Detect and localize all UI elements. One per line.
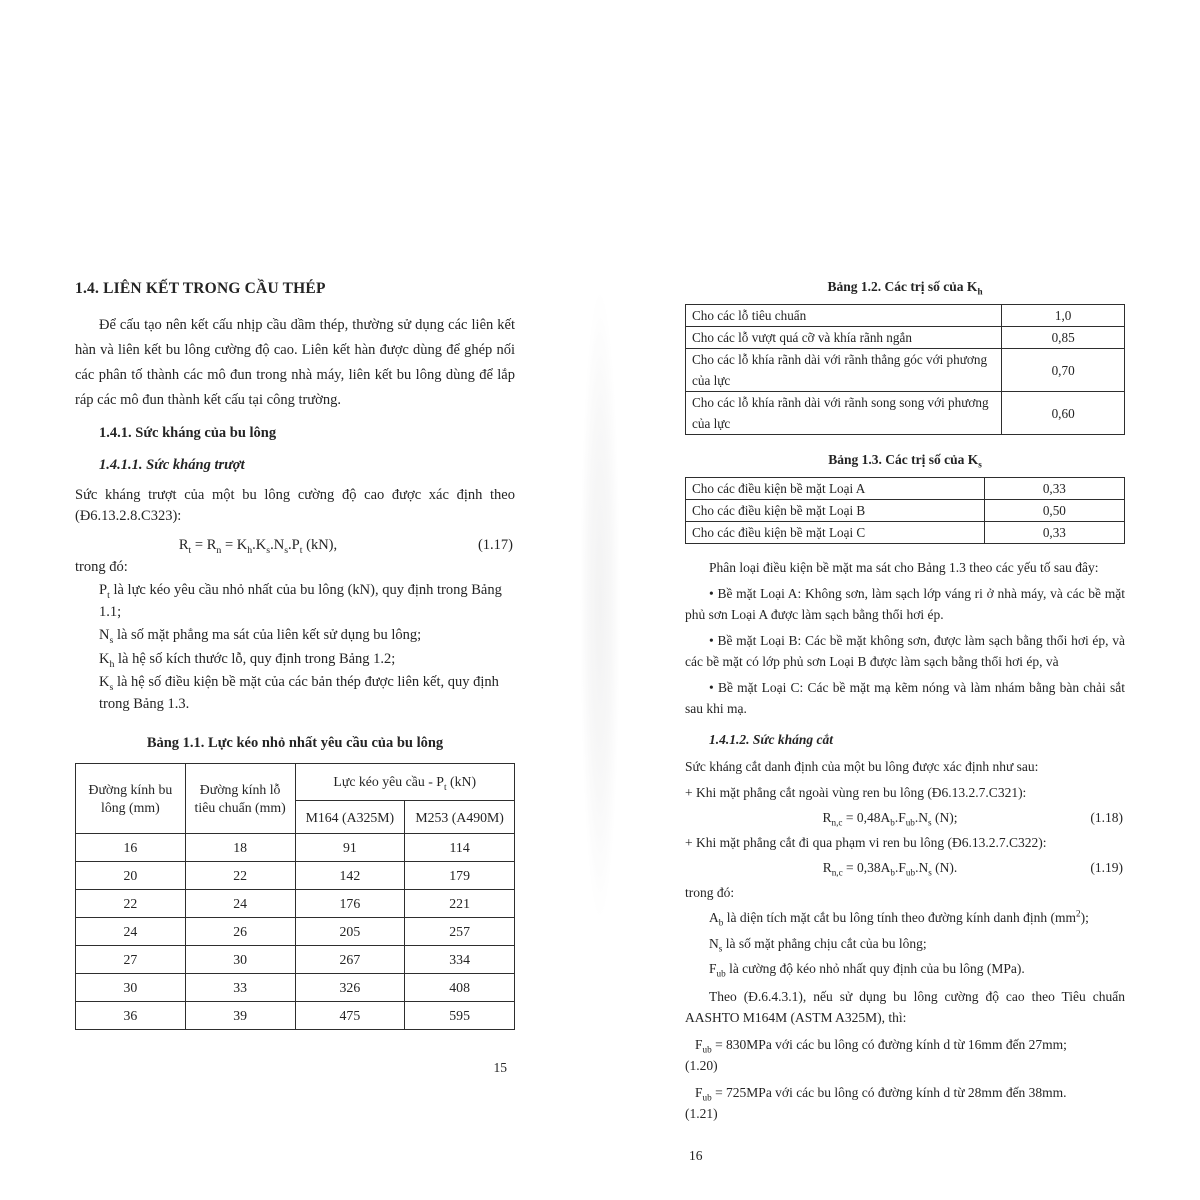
table-cell: 221 bbox=[405, 890, 515, 918]
table-row bbox=[686, 327, 1125, 349]
formula-119 bbox=[685, 857, 1125, 878]
table-cell: 30 bbox=[185, 946, 295, 974]
table-cell: 20 bbox=[76, 862, 186, 890]
intro-paragraph: Để cấu tạo nên kết cấu nhịp cầu dầm thép, thường sử dụng các liên kết hàn và liên kết bu lông cường độ cao. Liên kết hàn được dùng để ghép nối các phân tố thành các mô đun trong nhà máy, liên kết bu lông dùng để lắp ráp các mô đun thành kết cấu tại công trường. bbox=[75, 317, 515, 408]
heading-bolt-resistance: 1.4.1. Sức kháng của bu lông bbox=[99, 425, 277, 441]
table-cell: 0,33 bbox=[984, 478, 1124, 500]
formula-117-expression: $R_t = R_n = K_h.K_s.N_s.P_t$ (kN), bbox=[178, 537, 338, 556]
table-1-3 bbox=[685, 477, 1125, 544]
table-cell: 595 bbox=[405, 1002, 515, 1030]
table-cell: 18 bbox=[185, 834, 295, 862]
table-row bbox=[76, 974, 515, 1002]
where-item-fub: $F_{ub}$ là cường độ kéo nhỏ nhất quy định của bu lông (MPa). bbox=[709, 961, 1025, 979]
surface-type-b-bullet: • Bề mặt Loại B: Các bề mặt không sơn, được làm sạch bằng thổi hơi ép, và các bề mặt có lớp phủ sơn Loại B được làm sạch bằng thổi hơi ép, và bbox=[685, 633, 1125, 669]
where-item-pt: $P_t$ là lực kéo yêu cầu nhỏ nhất của bu lông (kN), quy định trong Bảng 1.1; bbox=[99, 582, 502, 620]
slip-intro-line1: Sức kháng trượt của một bu lông cường độ cao được xác định theo bbox=[75, 487, 515, 503]
section-title: 1.4. LIÊN KẾT TRONG CẦU THÉP bbox=[75, 280, 326, 297]
table-row bbox=[76, 834, 515, 862]
table-cell: 267 bbox=[295, 946, 405, 974]
table-cell: 30 bbox=[76, 974, 186, 1002]
surface-type-a-bullet: • Bề mặt Loại A: Không sơn, làm sạch lớp váng ri ở nhà máy, và các bề mặt phủ sơn Loại A được làm sạch bằng thổi hơi ép. bbox=[685, 586, 1125, 622]
table-cell: 39 bbox=[185, 1002, 295, 1030]
where-item-ks: $K_s$ là hệ số điều kiện bề mặt của các bản thép được liên kết, quy định trong Bảng 1.3. bbox=[99, 674, 499, 712]
table-row bbox=[76, 862, 515, 890]
column-header-m253: M253 (A490M) bbox=[405, 801, 515, 834]
table-row bbox=[76, 1002, 515, 1030]
column-header-hole-diameter: Đường kính lỗ tiêu chuẩn (mm) bbox=[185, 764, 295, 834]
column-header-bolt-diameter: Đường kính bu lông (mm) bbox=[76, 764, 186, 834]
shear-intro: Sức kháng cắt danh định của một bu lông được xác định như sau: bbox=[685, 759, 1039, 774]
table-cell: 142 bbox=[295, 862, 405, 890]
table-cell: 205 bbox=[295, 918, 405, 946]
slip-intro-line2: (Đ6.13.2.8.C323): bbox=[75, 508, 182, 524]
table-1-2-caption: Bảng 1.2. Các trị số của $K_h$ bbox=[827, 279, 983, 297]
page-number-15: 15 bbox=[493, 1060, 507, 1075]
formula-117 bbox=[75, 535, 515, 556]
column-header-m164: M164 (A325M) bbox=[295, 801, 405, 834]
table-cell: 0,50 bbox=[984, 500, 1124, 522]
fub-equation-120 bbox=[685, 1034, 1125, 1076]
table-cell: 16 bbox=[76, 834, 186, 862]
table-cell: 326 bbox=[295, 974, 405, 1002]
table-cell: 334 bbox=[405, 946, 515, 974]
table-cell: 91 bbox=[295, 834, 405, 862]
table-cell: 22 bbox=[76, 890, 186, 918]
table-row bbox=[76, 890, 515, 918]
where-item-ns: $N_s$ là số mặt phẳng chịu cắt của bu lông; bbox=[709, 935, 927, 954]
where-label: trong đó: bbox=[75, 559, 128, 575]
table-row bbox=[686, 349, 1125, 392]
page-right bbox=[685, 276, 1125, 1166]
table-cell: Cho các lỗ khía rãnh dài với rãnh song song với phương của lực bbox=[686, 392, 1002, 435]
table-cell: 36 bbox=[76, 1002, 186, 1030]
table-cell: 0,85 bbox=[1002, 327, 1125, 349]
where-item-ab: $A_b$ là diện tích mặt cắt bu lông tính theo đường kính danh định $(mm^2)$; bbox=[709, 908, 1089, 928]
table-cell: 408 bbox=[405, 974, 515, 1002]
table-cell: 1,0 bbox=[1002, 305, 1125, 327]
table-row bbox=[76, 918, 515, 946]
table-row bbox=[686, 500, 1125, 522]
table-cell: 24 bbox=[185, 890, 295, 918]
table-row bbox=[76, 764, 515, 801]
equation-number-118: (1.18) bbox=[1090, 810, 1123, 825]
fub-725-expression: $F_{ub} = 725MPa$ với các bu lông có đường kính d từ 28mm đến 38mm. bbox=[695, 1084, 1067, 1103]
table-cell: 0,70 bbox=[1002, 349, 1125, 392]
table-1-3-caption: Bảng 1.3. Các trị số của $K_s$ bbox=[828, 452, 982, 470]
table-1-2 bbox=[685, 304, 1125, 435]
page-gutter-shadow bbox=[572, 165, 628, 1045]
table-row bbox=[686, 478, 1125, 500]
shear-case-1: + Khi mặt phẳng cắt ngoài vùng ren bu lông (Đ6.13.2.7.C321): bbox=[685, 785, 1027, 800]
where-item-ns: $N_s$ là số mặt phẳng ma sát của liên kết sử dụng bu lông; bbox=[99, 627, 422, 646]
page-number-16: 16 bbox=[689, 1147, 703, 1163]
table-cell: Cho các điều kiện bề mặt Loại A bbox=[686, 478, 985, 500]
table-cell: 24 bbox=[76, 918, 186, 946]
table-cell: 257 bbox=[405, 918, 515, 946]
table-cell: 26 bbox=[185, 918, 295, 946]
table-cell: 22 bbox=[185, 862, 295, 890]
formula-118-expression: $R_{n,c} = 0,48A_b.F_{ub}.N_s$ (N); bbox=[822, 810, 958, 828]
where-label: trong đó: bbox=[685, 885, 735, 900]
table-row bbox=[686, 522, 1125, 544]
table-cell: 176 bbox=[295, 890, 405, 918]
heading-slip-resistance: 1.4.1.1. Sức kháng trượt bbox=[99, 457, 245, 473]
table-cell: 114 bbox=[405, 834, 515, 862]
aashto-note: Theo (Đ.6.4.3.1), nếu sử dụng bu lông cường độ cao theo Tiêu chuẩn AASHTO M164M (ASTM A325M), thì: bbox=[685, 988, 1125, 1025]
table-row bbox=[686, 392, 1125, 435]
table-cell: 0,60 bbox=[1002, 392, 1125, 435]
table-cell: 33 bbox=[185, 974, 295, 1002]
surface-type-c-bullet: • Bề mặt Loại C: Các bề mặt mạ kẽm nóng và làm nhám bằng bàn chải sắt sau khi mạ. bbox=[685, 680, 1125, 716]
table-cell: Cho các lỗ vượt quá cỡ và khía rãnh ngắn bbox=[686, 327, 1002, 349]
formula-119-expression: $R_{n,c} = 0,38A_b.F_{ub}.N_s$ (N). bbox=[822, 860, 958, 878]
equation-number-117: (1.17) bbox=[477, 537, 513, 553]
fub-equation-121 bbox=[685, 1082, 1125, 1124]
formula-118 bbox=[685, 807, 1125, 828]
equation-number-120: (1.20) bbox=[685, 1057, 718, 1073]
table-row bbox=[686, 305, 1125, 327]
table-cell: 0,33 bbox=[984, 522, 1124, 544]
column-header-required-tension: Lực kéo yêu cầu - $P_t$ (kN) bbox=[295, 764, 515, 801]
table-1-1-caption: Bảng 1.1. Lực kéo nhỏ nhất yêu cầu của bu lông bbox=[146, 735, 444, 751]
table-1-1 bbox=[75, 763, 515, 1030]
table-cell: 27 bbox=[76, 946, 186, 974]
table-row bbox=[76, 946, 515, 974]
surface-classification-intro: Phân loại điều kiện bề mặt ma sát cho Bảng 1.3 theo các yếu tố sau đây: bbox=[709, 560, 1099, 575]
equation-number-119: (1.19) bbox=[1090, 860, 1123, 875]
equation-number-121: (1.21) bbox=[685, 1105, 718, 1121]
heading-shear-resistance: 1.4.1.2. Sức kháng cắt bbox=[709, 732, 833, 747]
fub-830-expression: $F_{ub} = 830MPa$ với các bu lông có đường kính d từ 16mm đến 27mm; bbox=[695, 1036, 1067, 1055]
page-left bbox=[75, 276, 515, 1080]
table-cell: Cho các lỗ tiêu chuẩn bbox=[686, 305, 1002, 327]
where-item-kh: $K_h$ là hệ số kích thước lỗ, quy định trong Bảng 1.2; bbox=[99, 650, 396, 670]
table-cell: Cho các điều kiện bề mặt Loại C bbox=[686, 522, 985, 544]
table-cell: Cho các điều kiện bề mặt Loại B bbox=[686, 500, 985, 522]
table-cell: 179 bbox=[405, 862, 515, 890]
table-cell: Cho các lỗ khía rãnh dài với rãnh thẳng góc với phương của lực bbox=[686, 349, 1002, 392]
shear-case-2: + Khi mặt phẳng cắt đi qua phạm vi ren bu lông (Đ6.13.2.7.C322): bbox=[685, 835, 1047, 850]
table-cell: 475 bbox=[295, 1002, 405, 1030]
